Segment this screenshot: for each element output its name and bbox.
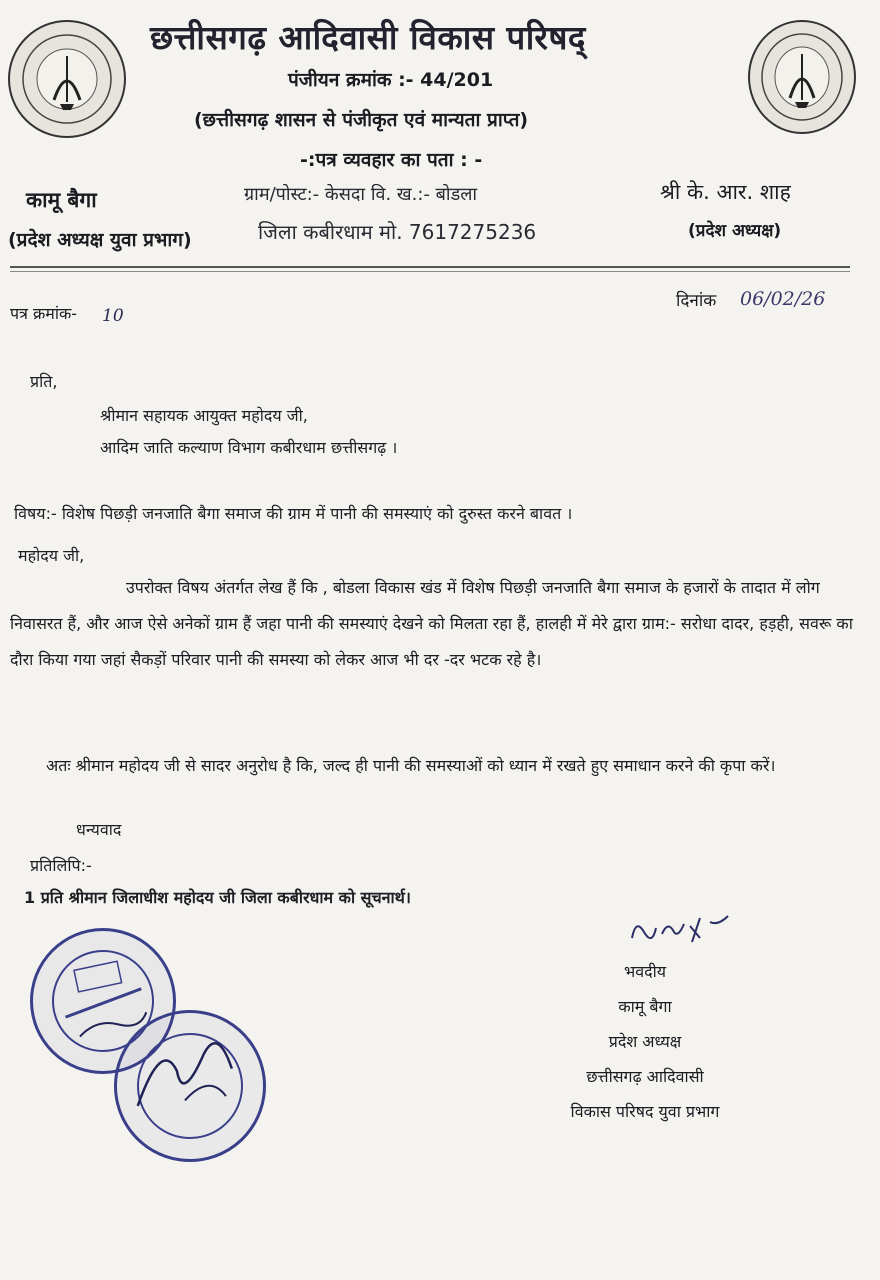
org-emblem-icon	[10, 22, 124, 136]
signature-line-3: प्रदेश अध्यक्ष	[608, 1032, 682, 1051]
signature-block	[540, 954, 750, 1129]
header-divider-thin	[10, 271, 850, 272]
right-officer-name: श्री के. आर. शाह	[660, 180, 791, 204]
signature-line-1: भवदीय	[623, 962, 667, 981]
subject-line: विषय:- विशेष पिछड़ी जनजाति बैगा समाज की ग्राम में पानी की समस्याएं को दुरुस्त करने बावत ।	[14, 504, 573, 523]
address-heading: -:पत्र व्यवहार का पता : -	[300, 149, 483, 171]
org-title: छत्तीसगढ़ आदिवासी विकास परिषद्	[150, 18, 586, 57]
address-line-2: जिला कबीरधाम मो. 7617275236	[258, 220, 537, 244]
signature-line-5: विकास परिषद युवा प्रभाग	[570, 1102, 720, 1121]
date-label: दिनांक	[676, 291, 717, 311]
right-officer-designation: (प्रदेश अध्यक्ष)	[688, 221, 782, 241]
request-paragraph-text: अतः श्रीमान महोदय जी से सादर अनुरोध है कि, जल्द ही पानी की समस्याओं को ध्यान में रखते हुए समाधान करने की कृपा करें।	[46, 756, 776, 775]
addressee-line-2: आदिम जाति कल्याण विभाग कबीरधाम छत्तीसगढ़ ।	[100, 438, 398, 457]
org-logo-right	[748, 20, 856, 134]
greeting: महोदय जी,	[18, 546, 85, 565]
left-officer-name: कामू बैगा	[26, 188, 97, 212]
request-paragraph	[18, 748, 878, 784]
addressee-line-1: श्रीमान सहायक आयुक्त महोदय जी,	[100, 406, 308, 425]
thanks: धन्यवाद	[76, 820, 122, 839]
copy-line-1: 1 प्रति श्रीमान जिलाधीश महोदय जी जिला कबीरधाम को सूचनार्थ।	[24, 888, 411, 907]
header-divider	[10, 266, 850, 268]
signature-line-4: छत्तीसगढ़ आदिवासी	[586, 1067, 704, 1086]
left-officer-designation: (प्रदेश अध्यक्ष युवा प्रभाग)	[8, 229, 192, 251]
salutation-to: प्रति,	[30, 372, 58, 391]
body-paragraph-text: उपरोक्त विषय अंतर्गत लेख हैं कि , बोडला विकास खंड में विशेष पिछड़ी जनजाति बैगा समाज के हजारों के तादात में लोग निवासरत हैं, और आज ऐसे अनेकों ग्राम हैं जहा पानी की समस्याएं देखने को मिलता रहा हैं, हालही में मेरे द्वारा ग्राम:- सरोधा दादर, हड़ही, सवरू का दौरा किया गया जहां सैकड़ों परिवार पानी की समस्या को लेकर आज भी दर -दर भटक रहे है।	[10, 578, 853, 669]
org-logo-left	[8, 20, 126, 138]
signature-scribble	[626, 908, 736, 948]
registration-number: पंजीयन क्रमांक :- 44/201	[288, 69, 494, 91]
copy-heading: प्रतिलिपि:-	[30, 856, 92, 875]
date-value: 06/02/26	[740, 288, 826, 310]
org-emblem-icon	[750, 22, 854, 132]
letter-number-label: पत्र क्रमांक-	[10, 304, 78, 323]
signature-line-2: कामू बैगा	[618, 997, 672, 1016]
letter-number-value: 10	[102, 306, 124, 326]
body-paragraph	[10, 570, 876, 678]
received-stamp-commissioner	[104, 1000, 276, 1172]
recognition-line: (छत्तीसगढ़ शासन से पंजीकृत एवं मान्यता प्राप्त)	[194, 109, 529, 131]
address-line-1: ग्राम/पोस्ट:- केसदा वि. ख.:- बोडला	[244, 184, 478, 205]
